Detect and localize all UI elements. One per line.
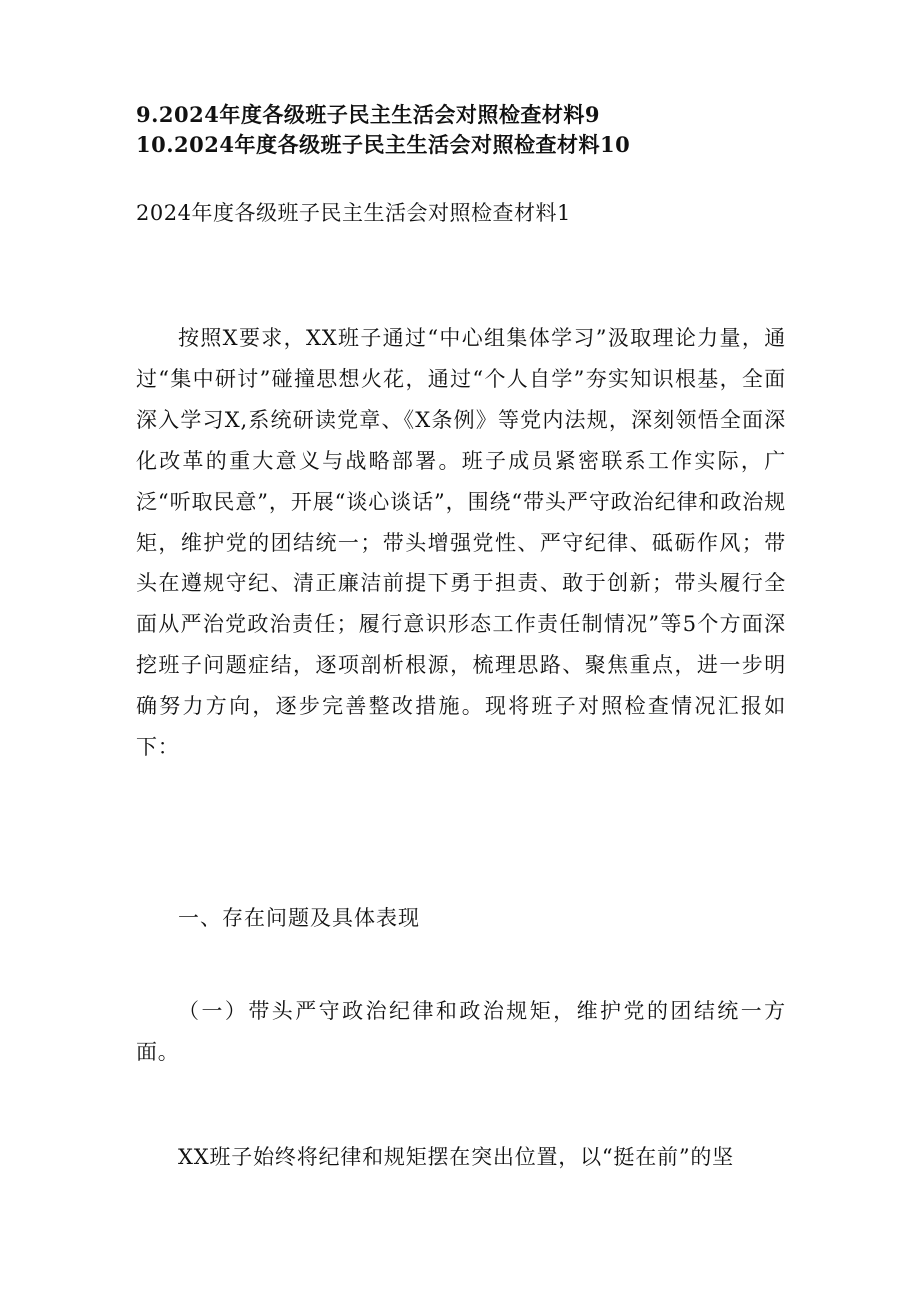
toc-item-10[interactable]: 10.2024年度各级班子民主生活会对照检查材料10 <box>136 132 631 157</box>
body-paragraph: XX班子始终将纪律和规矩摆在突出位置，以“挺在前”的坚 <box>178 1145 734 1169</box>
intro-paragraph: 按照X要求，XX班子通过“中心组集体学习”汲取理论力量，通过“集中研讨”碰撞思想火花，通过“个人自学”夯实知识根基，全面深入学习X,系统研读党章、《X条例》等党内法规，深刻领悟全面深化改革的重大意义与战略部署。班子成员紧密联系工作实际，广泛“听取民意”，开展“谈心谈话”，围绕“带头严守政治纪律和政治规矩，维护党的团结统一；带头增强党性、严守纪律、砥砺作风；带头在遵规守纪、清正廉洁前提下勇于担责、敢于创新；带头履行全面从严治党政治责任；履行意识形态工作责任制情况”等5个方面深挖班子问题症结，逐项剖析根源，梳理思路、聚焦重点，进一步明确努力方向，逐步完善整改措施。现将班子对照检查情况汇报如下： <box>136 326 786 760</box>
toc-item-9[interactable]: 9.2024年度各级班子民主生活会对照检查材料9 <box>136 102 600 127</box>
subsection-heading: （一）带头严守政治纪律和政治规矩，维护党的团结统一方面。 <box>136 999 786 1064</box>
document-title: 2024年度各级班子民主生活会对照检查材料1 <box>136 201 571 225</box>
table-of-contents <box>136 100 796 160</box>
section-heading: 一、存在问题及具体表现 <box>178 906 420 930</box>
